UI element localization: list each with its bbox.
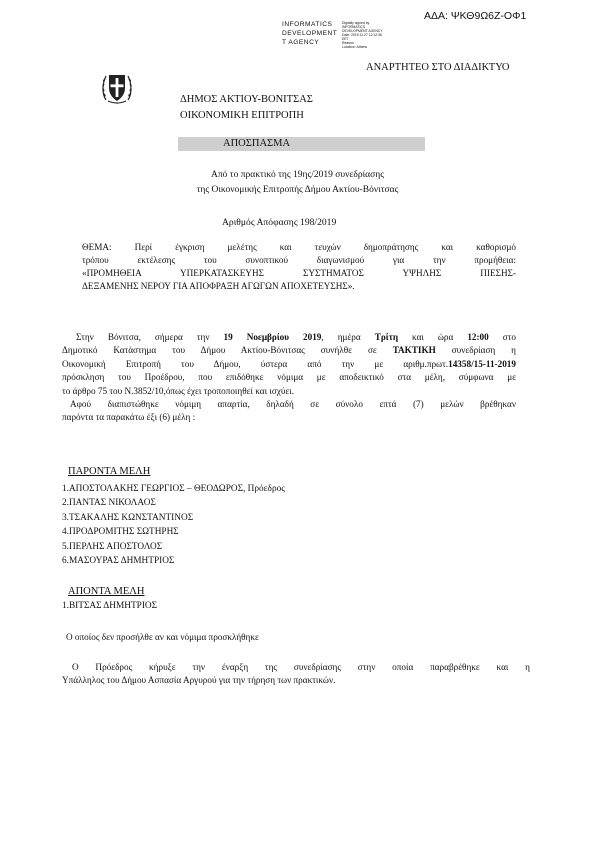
member-item: 5.ΠΕΡΛΗΣ ΑΠΟΣΤΟΛΟΣ <box>62 541 163 552</box>
stamp-line: DEVELOPMENT <box>282 30 338 37</box>
stamp-small-line: Location: Athens <box>342 45 368 49</box>
subject-line-3: «ΠΡΟΜΗΘΕΙΑ ΥΠΕΡΚΑΤΑΣΚΕΥΗΣ ΣΥΣΤΗΜΑΤΟΣ ΥΨΗΛΗΣ ΠΙΕΣΗΣ- <box>82 268 516 278</box>
closing-line-2: Υπάλληλος του Δήμου Ασπασία Αργυρού για την τήρηση των πρακτικών. <box>62 675 336 686</box>
committee-name: ΟΙΚΟΝΟΜΙΚΗ ΕΠΙΤΡΟΠΗ <box>180 110 304 121</box>
subject-block <box>82 241 516 293</box>
meeting-text: Δημοτικό Κατάστημα του Δήμου Ακτίου-Βόνιτσας συνήλθε σε <box>62 345 393 356</box>
member-item: 4.ΠΡΟΔΡΟΜΙΤΗΣ ΣΩΤΗΡΗΣ <box>62 527 179 538</box>
ada-code: ΑΔΑ: ΨΚΘ9Ω6Ζ-ΟΦ1 <box>424 10 527 22</box>
stamp-small-line: EET <box>342 37 349 41</box>
stamp-small-line: Date: 2019.11.27 12:12:36 <box>342 33 382 37</box>
stamp-small-line: Digitally signed by <box>342 21 370 25</box>
subject-line-2: τρόπου εκτέλεσης του συνοπτικού διαγωνισμού για την προμήθεια: <box>82 255 516 265</box>
meeting-date: 19 Νοεμβρίου 2019 <box>223 332 322 342</box>
meeting-text: Στην Βόνιτσα, σήμερα την <box>76 332 224 342</box>
decision-number: Αριθμός Απόφασης 198/2019 <box>222 217 337 228</box>
member-item: 1.ΑΠΟΣΤΟΛΑΚΗΣ ΓΕΩΡΓΙΟΣ – ΘΕΟΔΩΡΟΣ, Πρόεδρος <box>62 484 285 494</box>
member-item: 6.ΜΑΣΟΥΡΑΣ ΔΗΜΗΤΡΙΟΣ <box>62 556 175 567</box>
stamp-line: T AGENCY <box>282 39 320 46</box>
subject-line-4: ΔΕΞΑΜΕΝΗΣ ΝΕΡΟΥ ΓΙΑ ΑΠΟΦΡΑΞΗ ΑΓΩΓΩΝ ΑΠΟΧΕΤΕΥΣΗΣ». <box>82 281 355 291</box>
stamp-small-line: INFORMATICS <box>342 25 366 29</box>
meeting-line-3 <box>62 358 516 371</box>
present-members-heading: ΠΑΡΟΝΤΑ ΜΕΛΗ <box>68 466 151 477</box>
municipality-header <box>180 92 313 124</box>
protocol-number: 14358/15-11-2019 <box>448 358 516 369</box>
stamp-small-line: Reason: <box>342 41 355 45</box>
absent-members-heading: ΑΠΟΝΤΑ ΜΕΛΗ <box>68 586 145 597</box>
meeting-line-4: πρόσκληση του Προέδρου, που επιδόθηκε νόμιμα με αποδεικτικό στα μέλη, σύμφωνα με <box>62 372 516 383</box>
meeting-text: και ώρα <box>398 332 468 342</box>
member-item: 2.ΠΑΝΤΑΣ ΝΙΚΟΛΑΟΣ <box>62 498 156 509</box>
absent-members-list <box>62 599 157 613</box>
meeting-line-2 <box>62 344 516 357</box>
meeting-paragraph <box>62 331 516 425</box>
present-members-list <box>62 482 285 568</box>
subject-line-1: ΘΕΜΑ: Περί έγκριση μελέτης και τευχών δημοπράτησης και καθορισμό <box>82 242 516 252</box>
minutes-line-1: Από το πρακτικό της 19ης/2019 συνεδρίασης <box>211 170 384 180</box>
excerpt-label: ΑΠΟΣΠΑΣΜΑ <box>223 138 291 149</box>
meeting-day: Τρίτη <box>374 332 399 342</box>
minutes-line-2: της Οικονομικής Επιτροπής Δήμου Ακτίου-Βόνιτσας <box>196 185 399 195</box>
excerpt-banner <box>178 137 425 151</box>
meeting-line-7: παρόντα τα παρακάτω έξι (6) μέλη : <box>62 412 196 423</box>
municipality-name: ΔΗΜΟΣ ΑΚΤΙΟΥ-ΒΟΝΙΤΣΑΣ <box>180 94 313 105</box>
absent-note: Ο οποίος δεν προσήλθε αν και νόμιμα προσκλήθηκε <box>66 632 259 642</box>
meeting-line-1 <box>62 331 516 344</box>
digital-signature-stamp <box>282 21 402 51</box>
member-item: 1.ΒΙΤΣΑΣ ΔΗΜΗΤΡΙΟΣ <box>62 601 158 611</box>
posting-note: ΑΝΑΡΤΗΤΕΟ ΣΤΟ ΔΙΑΔΙΚΤΥΟ <box>366 62 510 73</box>
meeting-time: 12:00 <box>467 332 489 342</box>
meeting-line-6: Αφού διαπιστώθηκε νόμιμη απαρτία, δηλαδή σε σύνολο επτά (7) μελών βρέθηκαν <box>70 399 516 410</box>
meeting-text: συνεδρίαση η <box>435 345 516 356</box>
meeting-text: Οικονομική Επιτροπή του Δήμου, ύστερα από την με αριθμ.πρωτ. <box>62 358 449 369</box>
greek-emblem-icon <box>100 70 134 106</box>
member-item: 3.ΤΣΑΚΑΛΗΣ ΚΩΝΣΤΑΝΤΙΝΟΣ <box>62 512 194 523</box>
closing-paragraph <box>62 661 530 688</box>
closing-line-1: Ο Πρόεδρος κήρυξε την έναρξη της συνεδρίασης στην οποία παραβρέθηκε και η <box>72 662 530 672</box>
meeting-line-5: το άρθρο 75 του Ν.3852/10,όπως έχει τροποποιηθεί και ισχύει. <box>62 385 295 396</box>
session-type: ΤΑΚΤΙΚΗ <box>392 345 436 356</box>
stamp-line: INFORMATICS <box>282 21 333 28</box>
stamp-small-line: DEVELOPMENT AGENCY <box>342 29 383 33</box>
meeting-text: στο <box>488 332 516 342</box>
meeting-text: , ημέρα <box>321 332 375 342</box>
